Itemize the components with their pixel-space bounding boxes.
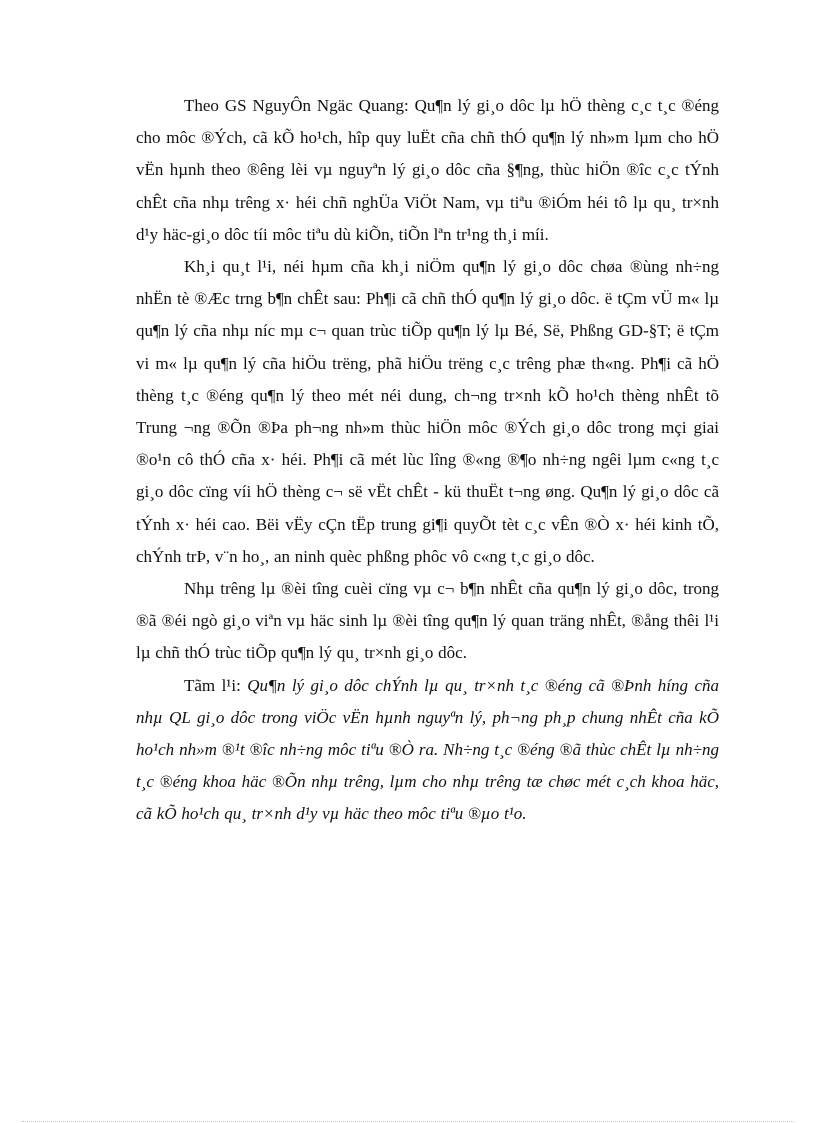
paragraph-summary bbox=[136, 670, 719, 831]
paragraph-definition: Theo GS NguyÔn Ngäc Quang: Qu¶n lý gi¸o dôc lµ hÖ thèng c¸c t¸c ®éng cho môc ®Ých, cã kÕ ho¹ch, hîp quy luËt cña chñ thÓ qu¶n lý nh»m lµm cho hÖ vËn hµnh theo ®êng lèi vµ nguyªn lý gi¸o dôc cña §¶ng, thùc hiÖn ®îc c¸c tÝnh chÊt cña nhµ trêng x· héi chñ nghÜa ViÖt Nam, vµ tiªu ®iÓm héi tô lµ qu¸ tr×nh d¹y häc-gi¸o dôc tíi môc tiªu dù kiÕn, tiÕn lªn tr¹ng th¸i míi. bbox=[136, 96, 719, 244]
summary-text: Qu¶n lý gi¸o dôc chÝnh lµ qu¸ tr×nh t¸c ®éng cã ®Þnh híng cña nhµ QL gi¸o dôc trong viÖc vËn hµnh nguyªn lý, ph¬ng ph¸p chung nhÊt cña kÕ ho¹ch nh»m ®¹t ®îc nh÷ng môc tiªu ®Ò ra. Nh÷ng t¸c ®éng ®ã thùc chÊt lµ nh÷ng t¸c ®éng khoa häc ®Õn nhµ trêng, lµm cho nhµ trêng tæ chøc mét c¸ch khoa häc, cã kÕ ho¹ch qu¸ tr×nh d¹y vµ häc theo môc tiªu ®µo t¹o. bbox=[136, 675, 719, 824]
page-bottom-rule bbox=[22, 1121, 794, 1122]
paragraph-characteristics: Kh¸i qu¸t l¹i, néi hµm cña kh¸i niÖm qu¶n lý gi¸o dôc chøa ®ùng nh÷ng nhËn tè ®Æc trng b¶n chÊt sau: Ph¶i cã chñ thÓ qu¶n lý gi¸o dôc. ë tÇm vÜ m« lµ qu¶n lý cña nhµ níc mµ c¬ quan trùc tiÕp qu¶n lý lµ Bé, Së, Phßng GD-§T; ë tÇm vi m« lµ qu¶n lý cña hiÖu trëng, phã hiÖu trëng c¸c trêng phæ th«ng. Ph¶i cã hÖ thèng t¸c ®éng qu¶n lý theo mét néi dung, ch¬ng tr×nh kÕ ho¹ch thèng nhÊt tõ Trung ¬ng ®Õn ®Þa ph¬ng nh»m thùc hiÖn môc ®Ých gi¸o dôc trong mçi giai ®o¹n cô thÓ cña x· héi. Ph¶i cã mét lùc lîng ®«ng ®¶o nh÷ng ngêi lµm c«ng t¸c gi¸o dôc cïng víi hÖ thèng c¬ së vËt chÊt - kü thuËt t¬ng øng. Qu¶n lý gi¸o dôc cã tÝnh x· héi cao. Bëi vËy cÇn tËp trung gi¶i quyÕt tèt c¸c vÊn ®Ò x· héi kinh tÕ, chÝnh trÞ, v¨n ho¸, an ninh quèc phßng phôc vô c«ng t¸c gi¸o dôc. bbox=[136, 257, 719, 566]
paragraph-school: Nhµ trêng lµ ®èi tîng cuèi cïng vµ c¬ b¶n nhÊt cña qu¶n lý gi¸o dôc, trong ®ã ®éi ngò gi¸o viªn vµ häc sinh lµ ®èi tîng qu¶n lý quan träng nhÊt, ®ång thêi l¹i lµ chñ thÓ trùc tiÕp qu¶n lý qu¸ tr×nh gi¸o dôc. bbox=[136, 579, 719, 663]
document-body bbox=[136, 90, 719, 831]
summary-label: Tãm l¹i: bbox=[184, 675, 248, 695]
